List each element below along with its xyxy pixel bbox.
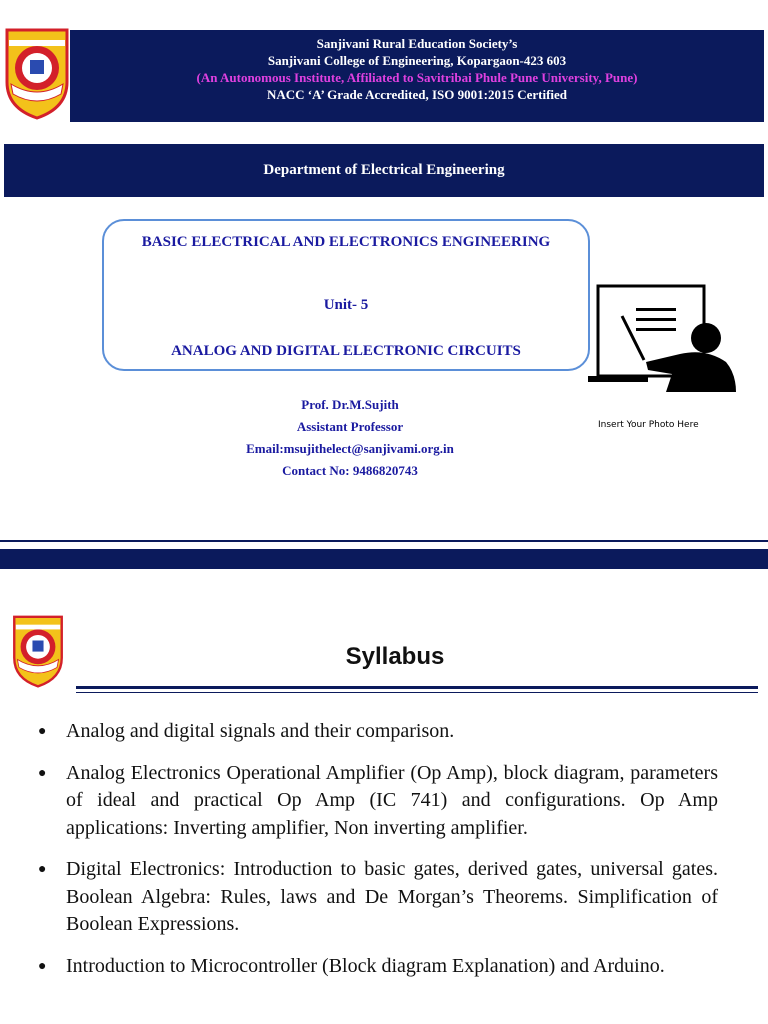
professor-contact: Contact No: 9486820743	[282, 463, 418, 478]
slide-divider-thick	[0, 549, 768, 569]
affiliation-line: (An Autonomous Institute, Affiliated to Savitribai Phule Pune University, Pune)	[196, 70, 638, 85]
heading-underline	[76, 686, 758, 689]
heading-underline-thin	[76, 692, 758, 693]
list-item: ● Digital Electronics: Introduction to basic gates, derived gates, universal gates. Boolean Algebra: Rules, laws and De Morgan’s Theorems. Simplification of Boolean Expressions.	[38, 858, 718, 935]
photo-placeholder-caption: Insert Your Photo Here	[598, 420, 699, 430]
college-logo	[1, 24, 73, 120]
list-item: ● Analog and digital signals and their comparison.	[38, 718, 718, 746]
list-item: ● Analog Electronics Operational Amplifier (Op Amp), block diagram, parameters of ideal and practical Op Amp (IC 741) and configurations. Op Amp applications: Inverting amplifier, Non inverting amplifier.	[38, 761, 718, 839]
syllabus-heading: Syllabus	[345, 643, 445, 670]
teacher-presentation-icon	[588, 282, 738, 392]
accreditation-line: NACC ‘A’ Grade Accredited, ISO 9001:2015 Certified	[266, 87, 568, 102]
department-banner: Department of Electrical Engineering	[4, 144, 764, 197]
unit-title: ANALOG AND DIGITAL ELECTRONIC CIRCUITS	[171, 343, 521, 359]
slide-divider-thin	[0, 540, 768, 542]
course-title: BASIC ELECTRICAL AND ELECTRONICS ENGINEERING	[141, 234, 551, 250]
bullet-icon: ●	[38, 862, 47, 877]
list-item: ● Introduction to Microcontroller (Block diagram Explanation) and Arduino.	[38, 953, 718, 981]
bullet-icon: ●	[38, 765, 47, 781]
society-name: Sanjivani Rural Education Society’s	[316, 36, 518, 51]
bullet-icon: ●	[38, 958, 47, 974]
unit-number: Unit- 5	[323, 297, 369, 313]
college-logo-small	[2, 612, 74, 708]
college-name: Sanjivani College of Engineering, Kopargaon-423 603	[267, 53, 567, 68]
syllabus-list	[38, 718, 718, 994]
bullet-icon: ●	[38, 724, 47, 739]
professor-designation: Assistant Professor	[296, 419, 404, 434]
professor-email: Email:msujithelect@sanjivami.org.in	[246, 441, 454, 456]
professor-details	[200, 394, 500, 482]
professor-name: Prof. Dr.M.Sujith	[301, 397, 399, 412]
course-title-box	[102, 219, 590, 371]
institute-header	[70, 30, 764, 122]
